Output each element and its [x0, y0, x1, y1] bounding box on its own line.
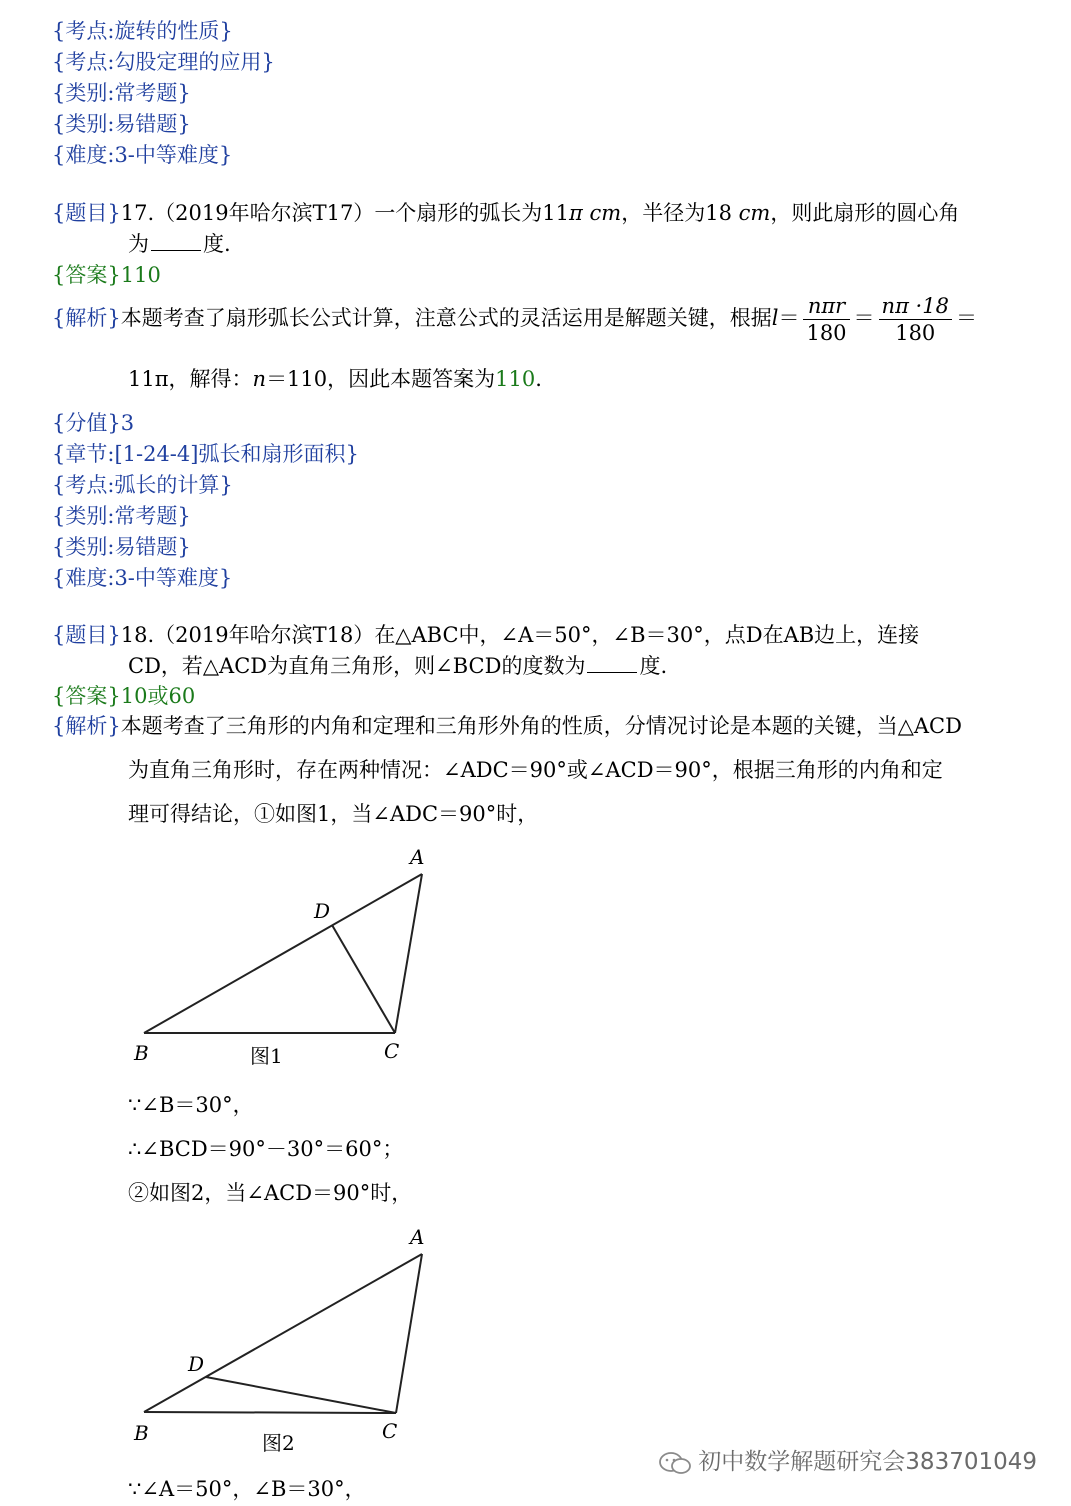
meta-line: {章节:[1-24-4]弧长和扇形面积} [52, 442, 359, 466]
solution-step: ②如图2，当∠ACD＝90°时， [128, 1181, 413, 1205]
vertex-label-a: A [410, 1225, 425, 1249]
vertex-label-c: C [382, 1419, 398, 1443]
side-ba [144, 1254, 422, 1412]
solution-step: ∵∠A＝50°，∠B＝30°， [128, 1477, 366, 1501]
solution-step: ∴∠BCD＝90°－30°＝60°； [128, 1137, 404, 1161]
meta-line: {难度:3-中等难度} [52, 143, 233, 167]
side-bc [144, 1412, 396, 1413]
figure-caption: 图1 [250, 1044, 283, 1068]
meta-line: {类别:常考题} [52, 504, 191, 528]
figure-caption: 图2 [262, 1431, 295, 1455]
segment-cd [206, 1377, 396, 1413]
q17-stem-line2: 为 度. [128, 232, 231, 256]
answer-blank [151, 232, 201, 251]
fraction-1: $\frac{\text{nπr}}{180}$ [803, 293, 849, 346]
vertex-label-b: B [134, 1041, 149, 1065]
q17-answer: {答案}110 [52, 263, 161, 287]
meta-line: {分值}3 [52, 411, 135, 435]
figure-2 [120, 1222, 460, 1462]
side-ac [396, 1254, 422, 1413]
figure-1 [120, 840, 460, 1075]
vertex-label-d: D [188, 1352, 205, 1376]
meta-line: {类别:易错题} [52, 535, 191, 559]
meta-line: {考点:勾股定理的应用} [52, 50, 275, 74]
meta-line: {考点:旋转的性质} [52, 19, 233, 43]
solution-step: ∵∠B＝30°， [128, 1093, 254, 1117]
side-ac [395, 874, 422, 1033]
q18-analysis-line3: 理可得结论，①如图1，当∠ADC＝90°时， [128, 802, 539, 826]
meta-line: {难度:3-中等难度} [52, 566, 233, 590]
q18-stem-line1: {题目}18.（2019年哈尔滨T18）在△ABC中，∠A＝50°，∠B＝30°，点D在AB边上，连接 [52, 623, 920, 647]
meta-line: {类别:易错题} [52, 112, 191, 136]
vertex-label-c: C [384, 1039, 400, 1063]
q18-answer: {答案}10或60 [52, 684, 196, 708]
vertex-label-d: D [314, 899, 331, 923]
meta-line: {考点:弧长的计算} [52, 473, 233, 497]
fraction-2: $\frac{n\pi \cdot 18}{180}$ [879, 293, 952, 346]
q18-analysis-line2: 为直角三角形时，存在两种情况：∠ADC＝90°或∠ACD＝90°，根据三角形的内角和定 [128, 758, 943, 782]
vertex-label-a: A [410, 845, 425, 869]
q18-analysis-line1: {解析}本题考查了三角形的内角和定理和三角形外角的性质，分情况讨论是本题的关键，当△ACD [52, 714, 962, 738]
q17-analysis-line2: 11π，解得：n＝110，因此本题答案为110. [128, 367, 542, 391]
watermark: 初中数学解题研究会383701049 [658, 1443, 1037, 1476]
q17-stem-line1: {题目}17.（2019年哈尔滨T17）一个扇形的弧长为11π cm，半径为18 cm，则此扇形的圆心角 [52, 201, 960, 225]
segment-cd [332, 925, 395, 1033]
answer-blank [587, 654, 637, 673]
q17-analysis-line1: {解析}本题考查了扇形弧长公式计算，注意公式的灵活运用是解题关键，根据l＝ $\frac{\text{nπr}}{180}$ ＝ $\frac{n\pi \cdot 18}{180}$ ＝ [52, 294, 977, 345]
wechat-icon [658, 1451, 692, 1475]
meta-line: {类别:常考题} [52, 81, 191, 105]
vertex-label-b: B [134, 1421, 149, 1445]
q18-stem-line2: CD，若△ACD为直角三角形，则∠BCD的度数为 度. [128, 654, 668, 678]
